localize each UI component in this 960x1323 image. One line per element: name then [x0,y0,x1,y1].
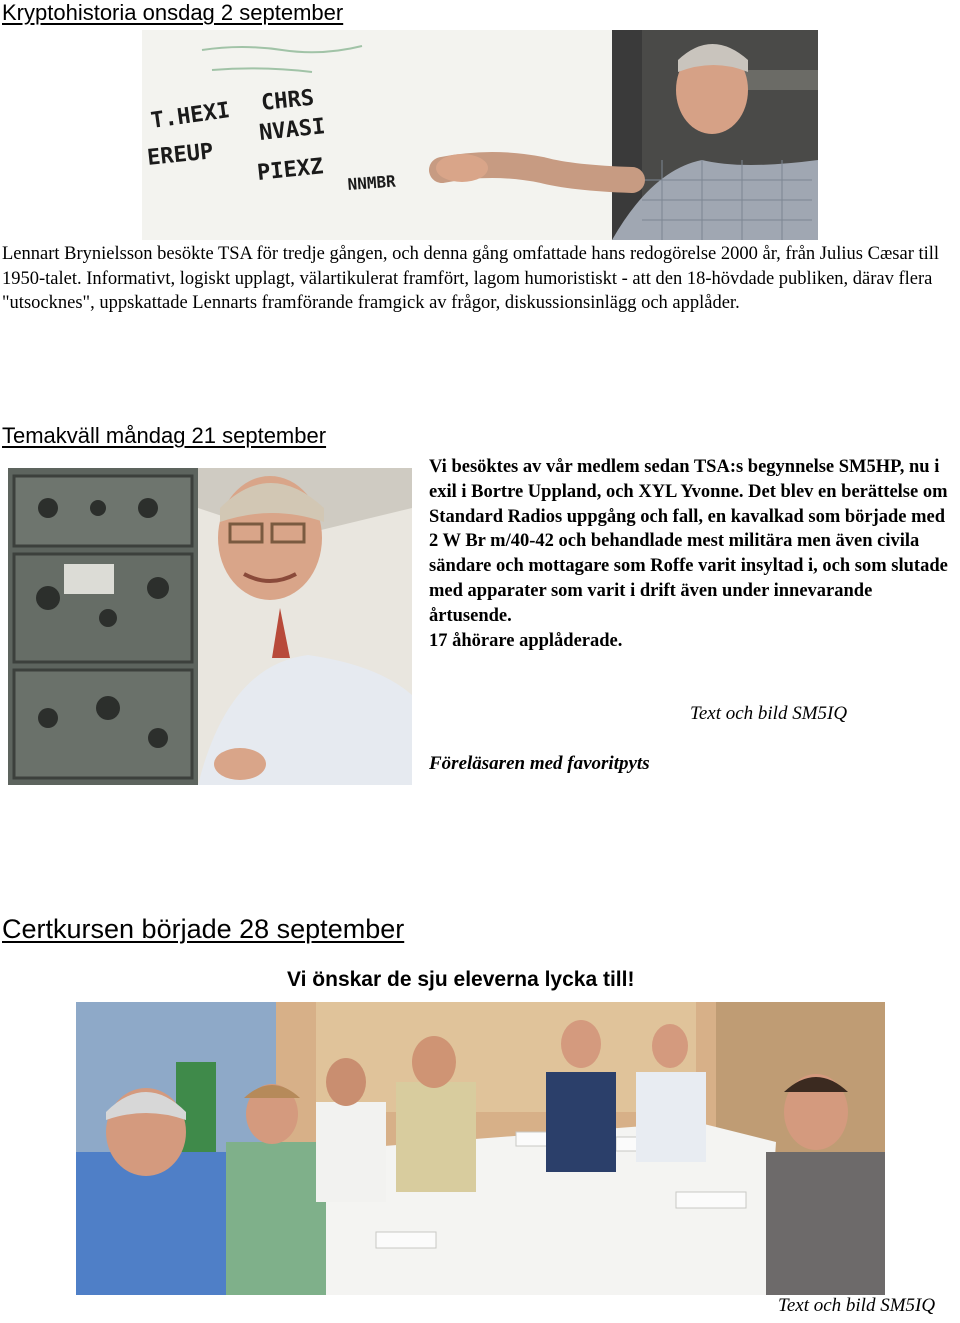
board-text-1: T.HEXI [149,98,232,134]
section-heading-temakvall: Temakväll måndag 21 september [2,423,327,448]
temakvall-description: Vi besöktes av vår medlem sedan TSA:s begynnelse SM5HP, nu i exil i Bortre Uppland, och XYL Yvonne. Det blev en berättelse om Standard Radios uppgång och fall, en kavalkad som började med 2 W Br m/40-42 och behandlade mest militära men även civila sändare och mottagare som Roffe varit insyltad i, och som slutade med apparater som varit i drift även under innevarande årtusende. [429,457,948,626]
section-body-temakvall [429,455,957,653]
board-text-6: NNMBR [346,171,397,194]
board-text-3: EREUP [146,139,215,171]
board-text-4: NVASI [258,114,327,146]
section-body-kryptohistoria: Lennart Brynielsson besökte TSA för tredje gången, och denna gång omfattade hans redogörelse 2000 år, från Julius Cæsar till 1950-talet. Informativt, logiskt upplagt, välartikulerat framfört, lagom humoristiskt - att den 18-hövdade publiken, därav flera "utsocknes", uppskattade Lennarts framförande framgick av frågor, diskussionsinlägg och applåder. [2,244,940,313]
section-subheading-certkursen: Vi önskar de sju eleverna lycka till! [287,968,635,991]
section-heading-certkursen: Certkursen började 28 september [2,914,405,944]
temakvall-audience: 17 åhörare applåderade. [429,630,623,651]
temakvall-credit: Text och bild SM5IQ [690,703,848,724]
certkursen-credit: Text och bild SM5IQ [778,1295,936,1316]
students-at-table-photo [76,1002,885,1295]
section-heading-kryptohistoria: Kryptohistoria onsdag 2 september [2,0,344,25]
man-with-radio-equipment-photo [8,468,412,785]
lecturer-at-whiteboard-photo [142,30,818,240]
photo-caption: Föreläsaren med favoritpyts [429,753,650,774]
board-text-2: CHRS [260,85,316,116]
board-text-5: PIEXZ [256,154,325,186]
